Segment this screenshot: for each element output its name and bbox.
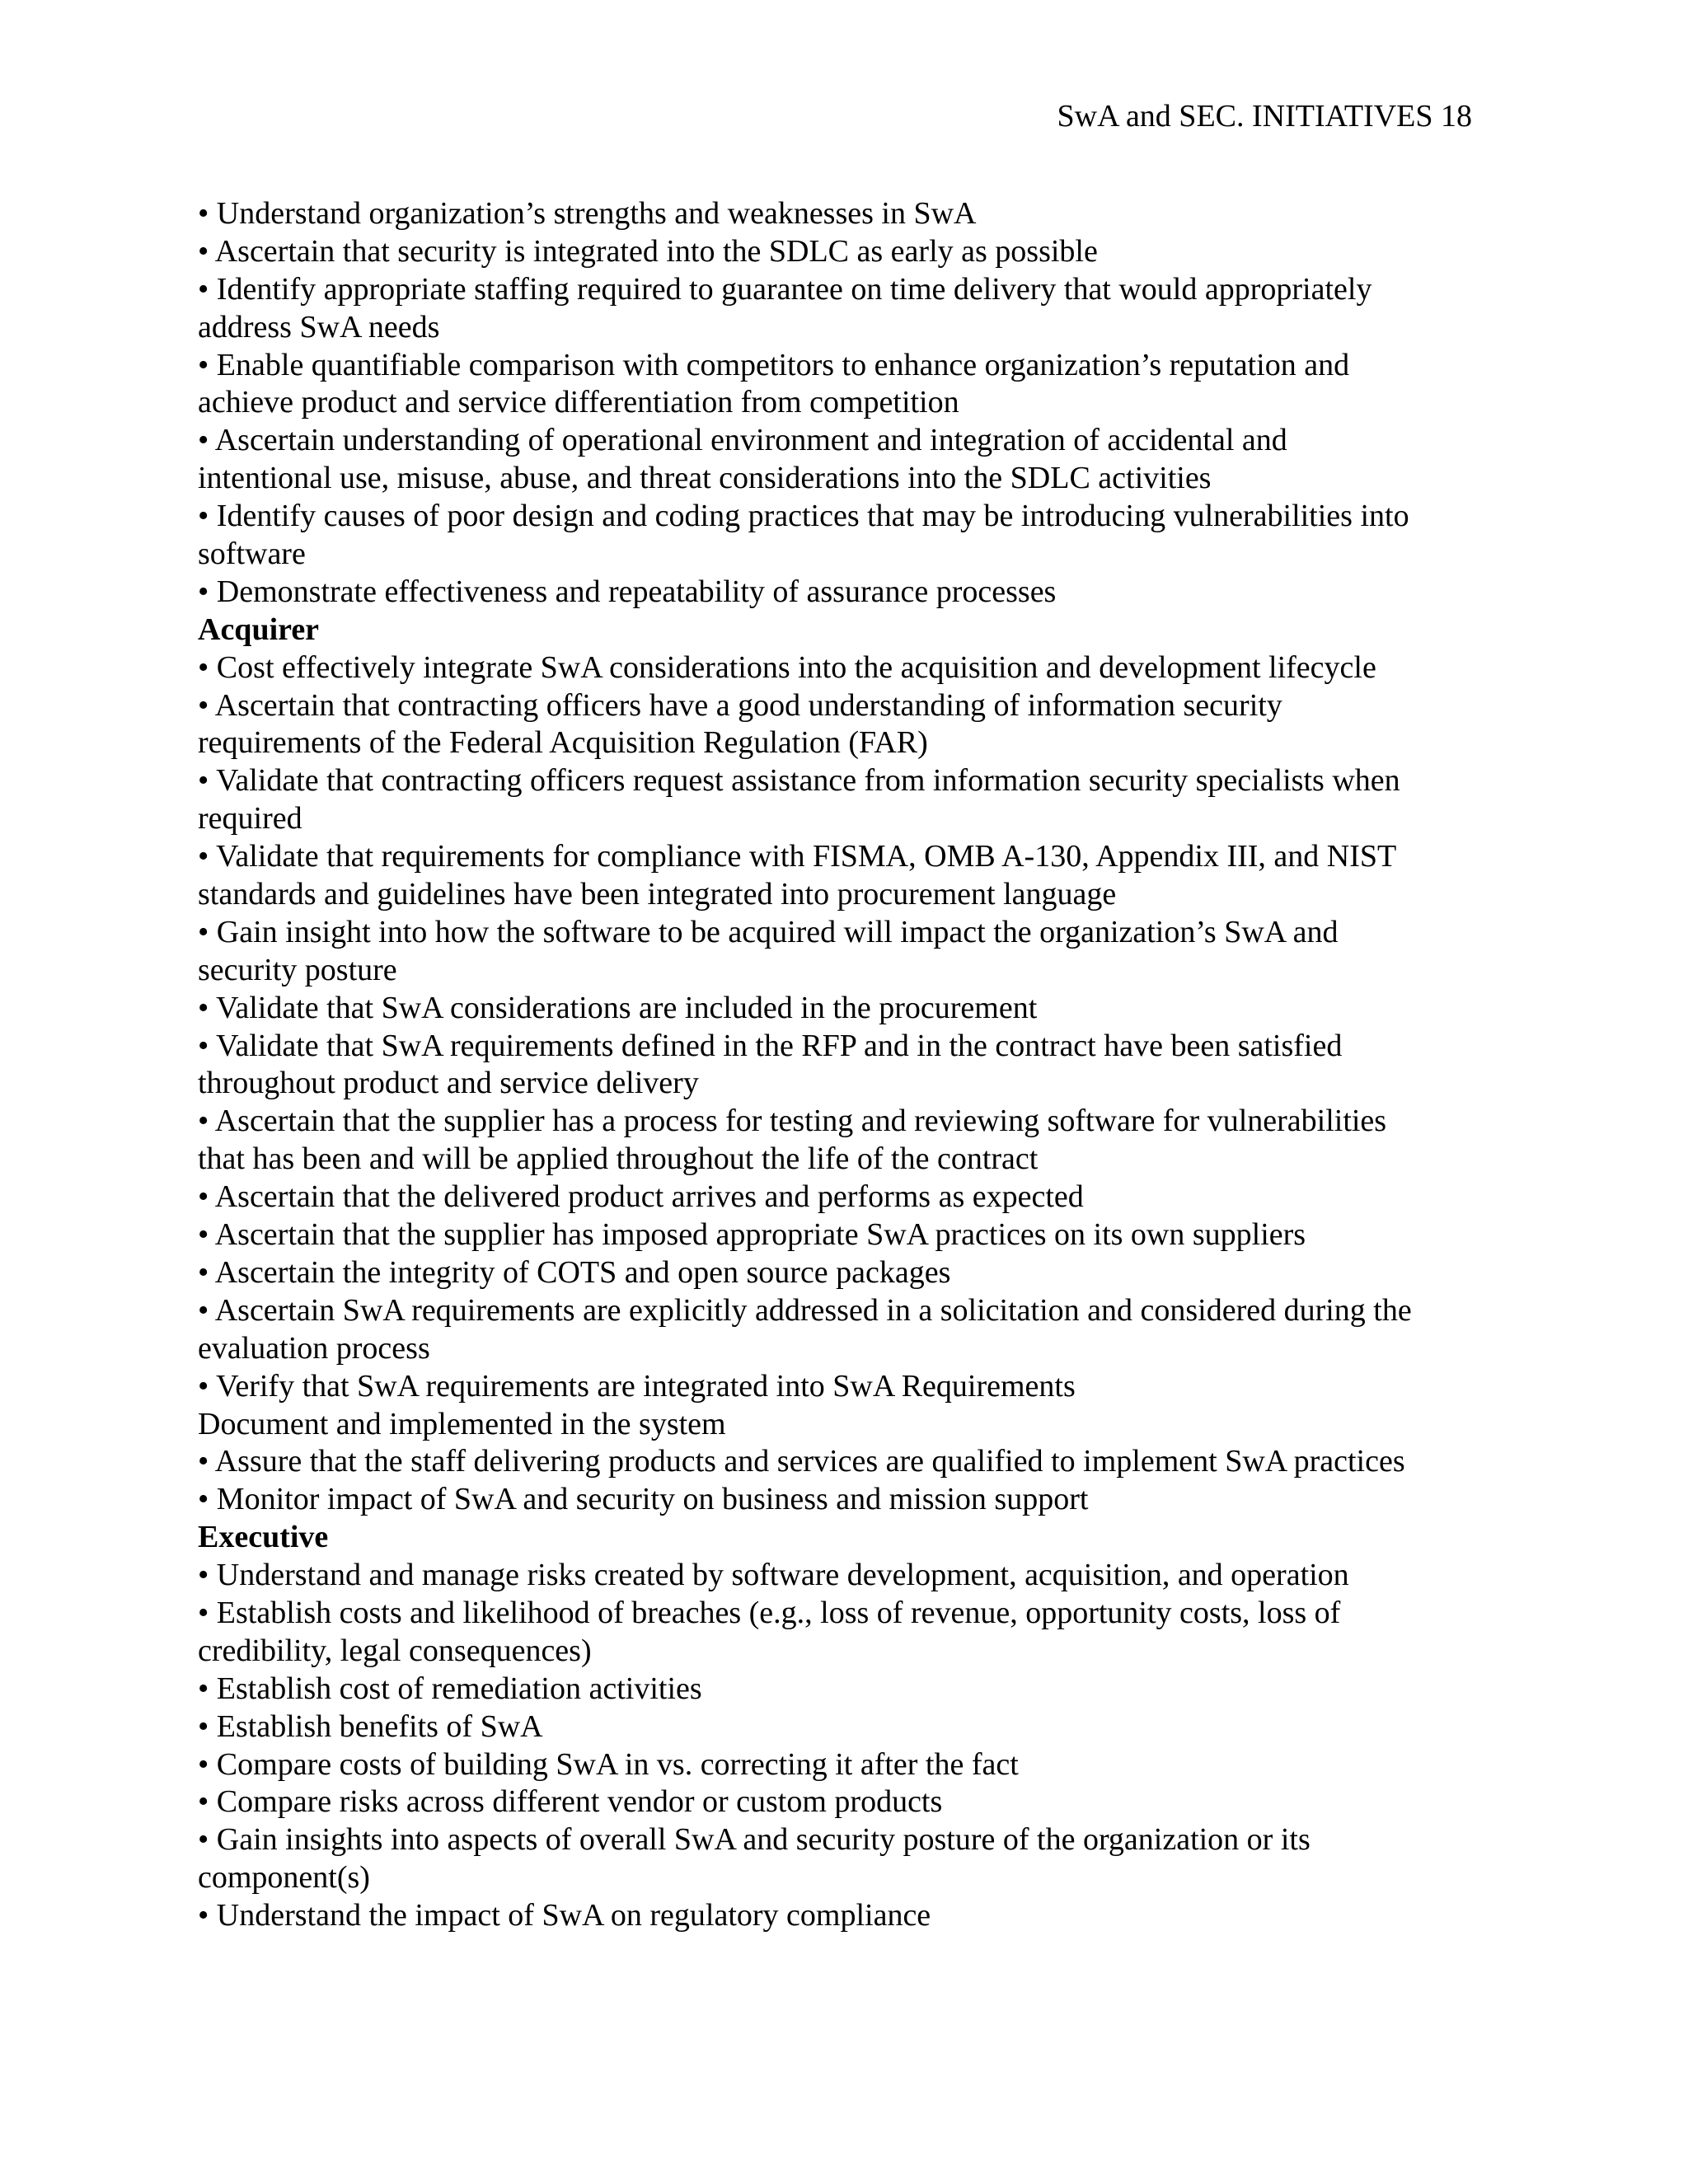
text-line: • Understand and manage risks created by software development, acquisition, and operation — [198, 1558, 1349, 1593]
text-line: required — [198, 801, 302, 837]
text-line: achieve product and service differentiation from competition — [198, 385, 959, 420]
text-line: • Gain insight into how the software to be acquired will impact the organization’s SwA and — [198, 914, 1339, 949]
text-line: • Enable quantifiable comparison with competitors to enhance organization’s reputation and — [198, 347, 1350, 382]
text-line: • Ascertain that the supplier has imposed appropriate SwA practices on its own suppliers — [198, 1217, 1306, 1253]
text-line: • Compare costs of building SwA in vs. correcting it after the fact — [198, 1746, 1019, 1782]
text-line: • Ascertain that the supplier has a process for testing and reviewing software for vulnerabilities — [198, 1104, 1387, 1139]
text-line: security posture — [198, 952, 397, 987]
text-line: requirements of the Federal Acquisition Regulation (FAR) — [198, 725, 928, 761]
text-line: • Identify appropriate staffing required to guarantee on time delivery that would appropriately — [198, 271, 1372, 307]
text-line: • Ascertain that contracting officers have a good understanding of information security — [198, 687, 1282, 723]
text-line: evaluation process — [198, 1330, 430, 1366]
text-line: • Ascertain that security is integrated into the SDLC as early as possible — [198, 233, 1098, 269]
text-line: • Ascertain SwA requirements are explicitly addressed in a solicitation and considered during the — [198, 1292, 1412, 1328]
text-line: • Establish cost of remediation activities — [198, 1671, 702, 1706]
text-line: • Ascertain that the delivered product arrives and performs as expected — [198, 1179, 1084, 1215]
text-line: • Assure that the staff delivering products and services are qualified to implement SwA practices — [198, 1444, 1405, 1479]
text-line: • Cost effectively integrate SwA considerations into the acquisition and development lifecycle — [198, 649, 1376, 685]
text-line: • Validate that requirements for compliance with FISMA, OMB A-130, Appendix III, and NIST — [198, 839, 1397, 874]
text-line: software — [198, 537, 306, 572]
text-line: • Validate that contracting officers request assistance from information security specialists when — [198, 763, 1400, 799]
text-line: • Establish benefits of SwA — [198, 1708, 543, 1744]
text-line: credibility, legal consequences) — [198, 1633, 592, 1668]
text-line: • Establish costs and likelihood of breaches (e.g., loss of revenue, opportunity costs, loss of — [198, 1595, 1341, 1630]
section-heading: Acquirer — [198, 612, 320, 647]
text-line: Document and implemented in the system — [198, 1406, 726, 1441]
running-head: SwA and SEC. INITIATIVES 18 — [1057, 99, 1472, 134]
text-line: • Identify causes of poor design and coding practices that may be introducing vulnerabilities into — [198, 499, 1409, 534]
text-line: address SwA needs — [198, 309, 440, 344]
text-line: • Ascertain the integrity of COTS and open source packages — [198, 1254, 951, 1290]
text-line: • Understand the impact of SwA on regulatory compliance — [198, 1898, 931, 1933]
text-line: component(s) — [198, 1860, 370, 1896]
text-line: • Validate that SwA requirements defined in the RFP and in the contract have been satisfied — [198, 1028, 1343, 1063]
text-line: • Demonstrate effectiveness and repeatability of assurance processes — [198, 574, 1057, 609]
section-heading: Executive — [198, 1520, 329, 1555]
text-line: • Gain insights into aspects of overall SwA and security posture of the organization or its — [198, 1822, 1311, 1858]
text-line: intentional use, misuse, abuse, and threat considerations into the SDLC activities — [198, 461, 1212, 496]
text-line: • Monitor impact of SwA and security on business and mission support — [198, 1482, 1089, 1517]
text-line: • Verify that SwA requirements are integrated into SwA Requirements — [198, 1368, 1076, 1404]
text-line: • Validate that SwA considerations are included in the procurement — [198, 990, 1038, 1025]
text-line: • Ascertain understanding of operational environment and integration of accidental and — [198, 423, 1287, 458]
text-line: standards and guidelines have been integrated into procurement language — [198, 877, 1117, 912]
text-line: • Understand organization’s strengths and weaknesses in SwA — [198, 196, 977, 231]
body-text — [198, 195, 1484, 1935]
text-line: throughout product and service delivery — [198, 1066, 699, 1101]
text-line: that has been and will be applied throughout the life of the contract — [198, 1141, 1039, 1177]
text-line: • Compare risks across different vendor or custom products — [198, 1784, 943, 1820]
